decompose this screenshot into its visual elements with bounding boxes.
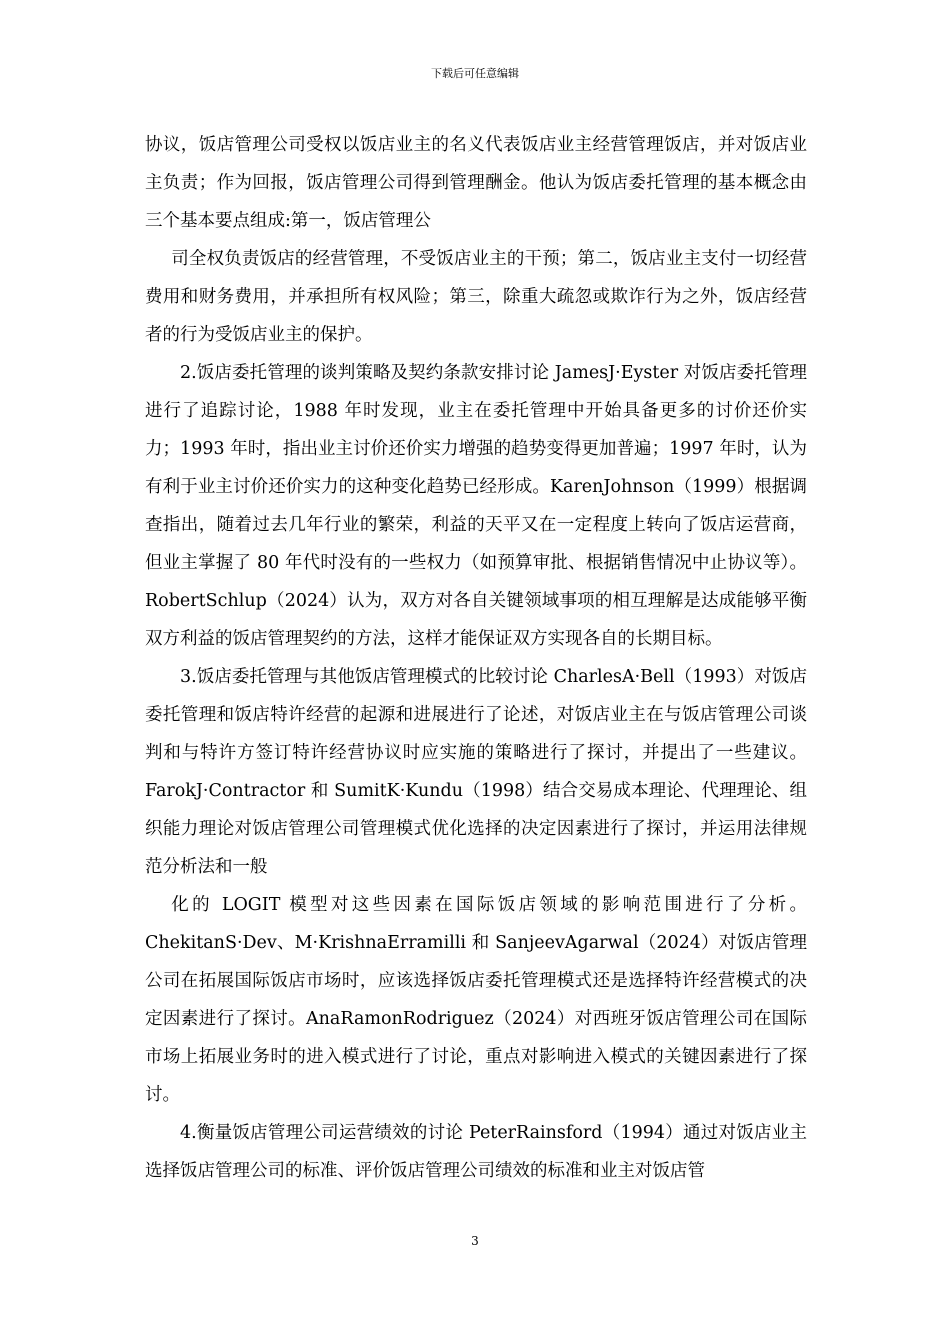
document-body: [145, 126, 807, 1190]
paragraph-4: 3.饭店委托管理与其他饭店管理模式的比较讨论 CharlesA·Bell（1993）对饭店委托管理和饭店特许经营的起源和进展进行了论述，对饭店业主在与饭店管理公司谈判和与特许方签订特许经营协议时应实施的策略进行了探讨，并提出了一些建议。FarokJ·Contractor 和 SumitK·Kundu（1998）结合交易成本理论、代理理论、组织能力理论对饭店管理公司管理模式优化选择的决定因素进行了探讨，并运用法律规范分析法和一般: [145, 667, 807, 877]
paragraph-2: 司全权负责饭店的经营管理，不受饭店业主的干预；第二，饭店业主支付一切经营费用和财务费用，并承担所有权风险；第三，除重大疏忽或欺诈行为之外，饭店经营者的行为受饭店业主的保护。: [145, 249, 807, 345]
page-header: 下载后可任意编辑: [431, 67, 519, 80]
paragraph-5: 化的 LOGIT 模型对这些因素在国际饭店领域的影响范围进行了分析。ChekitanS·Dev、M·KrishnaErramilli 和 SanjeevAgarwal（2024）对饭店管理公司在拓展国际饭店市场时，应该选择饭店委托管理模式还是选择特许经营模式的决定因素进行了探讨。AnaRamonRodriguez（2024）对西班牙饭店管理公司在国际市场上拓展业务时的进入模式进行了讨论，重点对影响进入模式的关键因素进行了探讨。: [145, 895, 807, 1105]
paragraph-3: 2.饭店委托管理的谈判策略及契约条款安排讨论 JamesJ·Eyster 对饭店委托管理进行了追踪讨论，1988 年时发现，业主在委托管理中开始具备更多的讨价还价实力；1993 年时，指出业主讨价还价实力增强的趋势变得更加普遍；1997 年时，认为有利于业主讨价还价实力的这种变化趋势已经形成。KarenJohnson（1999）根据调查指出，随着过去几年行业的繁荣，利益的天平又在一定程度上转向了饭店运营商，但业主掌握了 80 年代时没有的一些权力（如预算审批、根据销售情况中止协议等）。RobertSchlup（2024）认为，双方对各自关键领域事项的相互理解是达成能够平衡双方利益的饭店管理契约的方法，这样才能保证双方实现各自的长期目标。: [145, 363, 807, 649]
paragraph-6: 4.衡量饭店管理公司运营绩效的讨论 PeterRainsford（1994）通过对饭店业主选择饭店管理公司的标准、评价饭店管理公司绩效的标准和业主对饭店管: [145, 1123, 807, 1181]
page-number: 3: [471, 1234, 479, 1248]
paragraph-1: 协议，饭店管理公司受权以饭店业主的名义代表饭店业主经营管理饭店，并对饭店业主负责；作为回报，饭店管理公司得到管理酬金。他认为饭店委托管理的基本概念由三个基本要点组成:第一，饭店管理公: [145, 135, 807, 231]
